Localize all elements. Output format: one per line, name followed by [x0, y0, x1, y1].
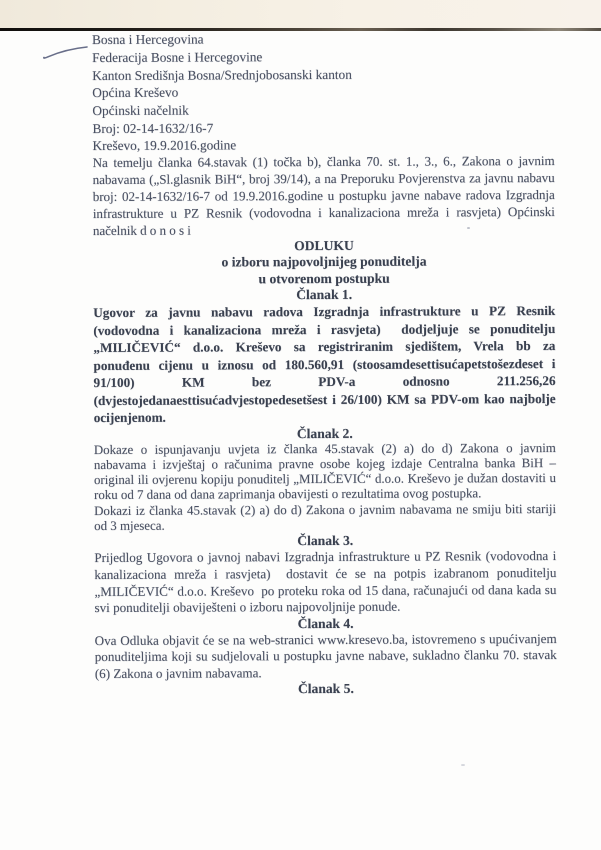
- decision-title-procedure: u otvorenom postupku: [258, 270, 390, 287]
- pen-mark-artifact: [40, 42, 92, 62]
- article-4-paragraph: Ova Odluka objavit će se na web-stranici www.kresevo.ba, istovremeno s upućivanjem ponuditeljima koji su sudjelovali u postupku javne nabave, sukladno članku 70. stavak (6) Zakona o javnim nabavama.: [94, 631, 557, 681]
- article-1-heading: Članak 1.: [296, 287, 353, 303]
- document-content: [92, 29, 557, 698]
- scanner-edge-strip: [0, 0, 601, 28]
- issuer-line-country: Bosna i Hercegovina: [92, 31, 204, 47]
- decision-title-subject: o izboru najpovoljnijeg ponuditelja: [221, 253, 427, 270]
- article-3-paragraph: Prijedlog Ugovora o javnoj nabavi Izgradnja infrastrukture u PZ Resnik (vodovodna i kanalizaciona mreža i rasvjeta) dostavit će se na potpis izabranom ponuditelju „MILIČEVIĆ“ d.o.o. Kreševo po proteku roka od 15 dana, računajući od dana kada su svi ponuditelji obaviješteni o izboru najpovoljnije ponude.: [94, 547, 557, 616]
- issuer-line-mayor-office: Općinski načelnik: [92, 102, 189, 119]
- article-2-heading: Članak 2.: [296, 425, 353, 441]
- article-4-heading: Članak 4.: [297, 615, 354, 632]
- article-2-paragraph: Dokazi iz članka 45.stavak (2) a) do d) Zakona o javnim nabavama ne smiju biti stariji od 3 mjeseca.: [94, 501, 557, 533]
- decision-title: [93, 237, 555, 288]
- issuer-line-federation: Federacija Bosne i Hercegovine: [92, 49, 263, 65]
- article-1-paragraph: Ugovor za javnu nabavu radova Izgradnja infrastrukture u PZ Resnik (vodovodna i kanalizaciona mreža i rasvjeta) dodjeljuje se ponuditelju „MILIČEVIĆ“ d.o.o. Kreševo sa registriranim sjedištem, Vrela bb za ponuđenu cijenu u iznosu od 180.560,91 (stoosamdesettisućapetstošezdeset i 91/100) KM bez PDV-a odnosno 211.256,26 (dvjestojedanaesttisućadvjestopedesetšest i 26/100) KM sa PDV-om kao najbolje ocijenjenom.: [93, 303, 556, 426]
- scan-speck-artifact: [461, 764, 465, 766]
- article-3-heading: Članak 3.: [297, 532, 354, 549]
- issuer-line-municipality: Općina Kreševo: [92, 85, 179, 101]
- reference-number: Broj: 02-14-1632/16-7: [92, 120, 214, 136]
- issuer-block: [92, 29, 554, 120]
- article-2-paragraph: Dokaze o ispunjavanju uvjeta iz članka 45.stavak (2) a) do d) Zakona o javnim nabavama i izvještaj o računima pravne osobe kojeg izdaje Centralna banka BiH – original ili ovjerenu kopiju ponuditelj „MILIČEVIĆ“ d.o.o. Kreševo je dužan dostaviti u roku od 7 dana od dana zaprimanja obavijesti o rezultatima ovog postupka.: [93, 440, 556, 503]
- article-5-heading: Članak 5.: [297, 680, 354, 696]
- preamble-paragraph: Na temelju članka 64.stavak (1) točka b), članka 70. st. 1., 3., 6., Zakona o javnim nabavama („Sl.glasnik BiH“, broj 39/14), a na Preporuku Povjerenstva za javnu nabavu broj: 02-14-1632/16-7 od 19.9.2016.godine u postupku javne nabave radova Izgradnja infrastrukture u PZ Resnik (vodovodna i kanalizaciona mreža i rasvjeta) Općinski načelnik d o n o s i: [92, 152, 555, 238]
- issuer-line-canton: Kanton Središnja Bosna/Srednjobosanski kanton: [92, 66, 352, 83]
- place-date-line: Kreševo, 19.9.2016.godine: [92, 137, 237, 153]
- reference-block: [92, 118, 554, 154]
- decision-title-word: ODLUKU: [294, 237, 354, 254]
